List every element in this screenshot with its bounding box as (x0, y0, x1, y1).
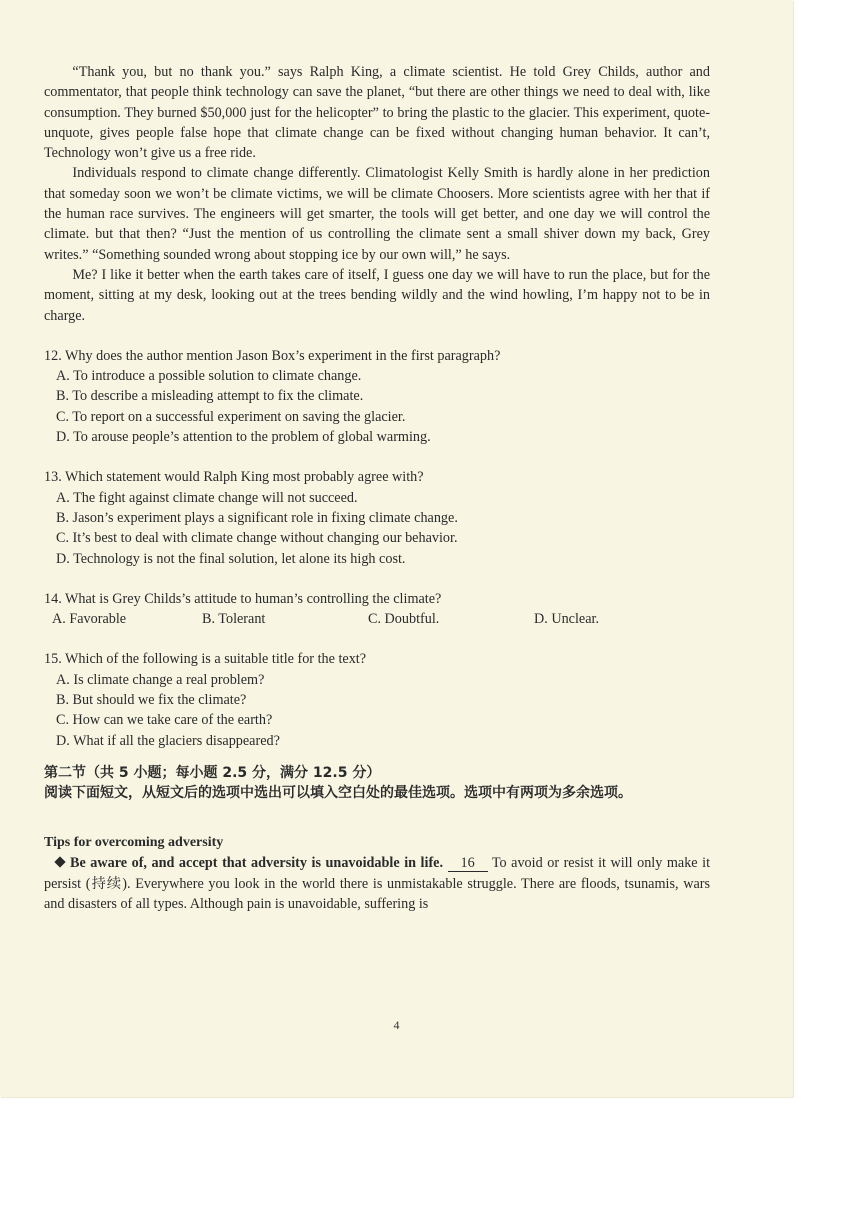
page-number: 4 (393, 1018, 400, 1032)
question-stem: 12. Why does the author mention Jason Box’s experiment in the first paragraph? (44, 347, 501, 364)
tip-lead: Be aware of, and accept that adversity is unavoidable in life. (70, 855, 444, 872)
passage-paragraph-1: “Thank you, but no thank you.” says Ralph King, a climate scientist. He told Grey Childs, author and commentator, that people think technology can save the planet, “but there are other things we need to deal with, like consumption. They burned $50,000 just for the helicopter” to bring the plastic to the glacier. This experiment, quote-unquote, gives people false hope that climate change can be fixed without changing human behavior. It can’t, Technology won’t give us a free ride. (44, 64, 710, 162)
option-b: B. But should we fix the climate? (56, 692, 247, 709)
question-stem: 15. Which of the following is a suitable title for the text? (44, 651, 367, 668)
option-d: D. To arouse people’s attention to the problem of global warming. (56, 429, 431, 446)
tip-body: To avoid or resist it will only make it persist (持续). Everywhere you look in the world there is unmistakable struggle. There are floods, tsunamis, wars and disasters of all types. Although pain is unavoidable, suffering is (44, 855, 711, 912)
option-c: C. Doubtful. (368, 611, 440, 628)
question-15 (44, 649, 710, 750)
page-content (44, 62, 710, 914)
option-b: B. Jason’s experiment plays a significant role in fixing climate change. (56, 509, 458, 526)
option-d: D. Technology is not the final solution, let alone its high cost. (56, 550, 406, 567)
question-stem: 14. What is Grey Childs’s attitude to human’s controlling the climate? (44, 590, 442, 607)
option-d: D. Unclear. (534, 611, 599, 628)
option-a: A. Is climate change a real problem? (56, 671, 265, 688)
option-c: C. To report on a successful experiment on saving the glacier. (56, 408, 406, 425)
diamond-bullet-icon (54, 857, 65, 868)
option-c: C. It’s best to deal with climate change without changing our behavior. (56, 530, 458, 547)
question-stem: 13. Which statement would Ralph King most probably agree with? (44, 469, 424, 486)
option-d: D. What if all the glaciers disappeared? (56, 732, 280, 749)
tips-title: Tips for overcoming adversity (44, 834, 224, 850)
options-row (52, 609, 710, 629)
passage-paragraph-3: Me? I like it better when the earth takes care of itself, I guess one day we will have to run the place, but for the moment, sitting at my desk, looking out at the trees bending wildly and the wind howling, I’m happy not to be in charge. (44, 266, 710, 324)
tip-paragraph (44, 853, 710, 914)
option-c: C. How can we take care of the earth? (56, 712, 273, 729)
question-12 (44, 346, 710, 447)
question-14 (44, 589, 710, 630)
section-heading: 第二节（共 5 小题；每小题 2.5 分，满分 12.5 分） (44, 764, 381, 781)
question-13 (44, 467, 710, 568)
passage-paragraph-2: Individuals respond to climate change differently. Climatologist Kelly Smith is hardly alone in her prediction that someday soon we won’t be climate victims, we will be climate Choosers. More scientists agree with her that if the human race survives. The engineers will get smarter, the tools will get better, and one day we will control the climate. but that then? “Just the mention of us controlling the climate sent a small shiver down my back, Grey writes.” “Something sounded wrong about stopping ice by our own will,” he says. (44, 165, 710, 263)
option-b: B. Tolerant (202, 611, 266, 628)
option-b: B. To describe a misleading attempt to fix the climate. (56, 388, 364, 405)
section-instruction: 阅读下面短文，从短文后的选项中选出可以填入空白处的最佳选项。选项中有两项为多余选项。 (44, 784, 632, 801)
option-a: A. The fight against climate change will not succeed. (56, 489, 358, 506)
option-a: A. Favorable (52, 611, 127, 628)
answer-blank: 16 (448, 855, 488, 872)
option-a: A. To introduce a possible solution to climate change. (56, 368, 362, 385)
